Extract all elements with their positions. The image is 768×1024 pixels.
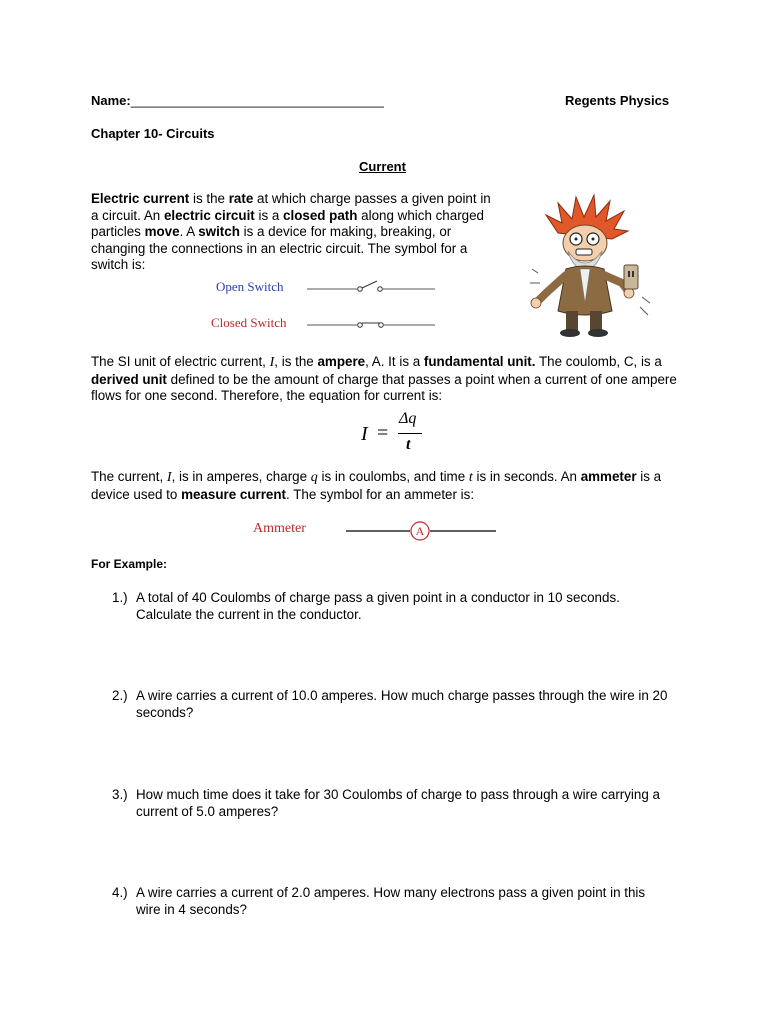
si-text: , is the (274, 354, 318, 369)
term-derived-unit: derived unit (91, 371, 167, 387)
si-text: The coulomb, C, is a (535, 354, 662, 369)
question-item (112, 885, 672, 918)
term-electric-current: Electric current (91, 191, 190, 206)
question-number: 2.) (112, 688, 128, 703)
term-ammeter: ammeter (580, 469, 637, 484)
question-number: 1.) (112, 590, 128, 605)
ammeter-text: is in seconds. An (472, 469, 581, 484)
question-text: How much time does it take for 30 Coulombs of charge to pass through a wire carrying a current of 5.0 amperes? (136, 787, 660, 819)
ammeter-text: is a device used to (91, 469, 662, 502)
term-rate: rate (228, 191, 254, 206)
equation-equals: = (377, 422, 389, 444)
open-switch-label: Open Switch (216, 279, 284, 294)
si-unit-paragraph (91, 354, 691, 405)
term-ampere: ampere (317, 354, 366, 369)
si-text: , A. It is a (365, 354, 424, 369)
variable-i: I (269, 355, 275, 370)
variable-i: I (166, 470, 172, 485)
ammeter-text: . The symbol for an ammeter is: (286, 486, 475, 502)
section-title: Current (359, 159, 406, 174)
question-number: 3.) (112, 787, 128, 802)
intro-text: at which charge passes a given point in a circuit. An (91, 191, 491, 223)
variable-q: q (310, 470, 318, 485)
intro-paragraph (91, 191, 499, 274)
question-text: A wire carries a current of 10.0 amperes. How much charge passes through the wire in 20 seconds? (136, 688, 668, 720)
term-move: move (144, 224, 180, 239)
intro-text: along which charged particles (91, 207, 485, 239)
question-text: A total of 40 Coulombs of charge pass a given point in a conductor in 10 seconds. Calculate the current in the conductor. (136, 590, 620, 622)
examples-heading: For Example: (91, 557, 168, 571)
equation-numerator: Δq (399, 410, 417, 427)
question-text: A wire carries a current of 2.0 amperes. How many electrons pass a given point in this wire in 4 seconds? (136, 885, 646, 917)
ammeter-text: is in coulombs, and time (317, 469, 469, 484)
open-switch-symbol (305, 278, 437, 298)
fraction-bar (398, 433, 422, 434)
shocked-scientist-illustration (528, 193, 654, 338)
closed-switch-label: Closed Switch (211, 315, 287, 330)
ammeter-letter: A (415, 524, 425, 538)
term-switch: switch (198, 224, 240, 239)
intro-text: . A (179, 224, 199, 239)
chapter-title: Chapter 10- Circuits (91, 126, 215, 141)
term-fundamental-unit: fundamental unit. (423, 354, 536, 369)
equation-denominator: t (406, 436, 411, 453)
term-closed-path: closed path (283, 207, 358, 223)
term-measure-current: measure current (181, 486, 287, 502)
name-line (91, 93, 384, 108)
question-item (112, 787, 680, 820)
term-electric-circuit: electric circuit (163, 207, 255, 223)
variable-t: t (468, 470, 473, 485)
ammeter-paragraph (91, 469, 691, 503)
si-text: defined to be the amount of charge that passes a point when a current of one ampere flows for one second. Therefore, the equation for current is: (91, 371, 677, 403)
intro-text: is a device for making, breaking, or changing the connections in an electric circuit. The symbol for a switch is: (91, 224, 468, 272)
question-number: 4.) (112, 885, 128, 900)
name-label: Name: (91, 93, 131, 108)
ammeter-text: The current, (91, 469, 167, 484)
ammeter-label: Ammeter (253, 521, 306, 536)
intro-text: is the (189, 191, 229, 206)
ammeter-text: , is in amperes, charge (171, 469, 311, 484)
question-item (112, 688, 672, 721)
course-title: Regents Physics (565, 93, 670, 108)
closed-switch-symbol (305, 315, 437, 335)
equation-lhs: I (361, 423, 368, 445)
si-text: The SI unit of electric current, (91, 354, 270, 369)
intro-text: is a (254, 207, 284, 223)
name-blank: ___________________________________ (130, 93, 384, 108)
question-item (112, 590, 672, 623)
